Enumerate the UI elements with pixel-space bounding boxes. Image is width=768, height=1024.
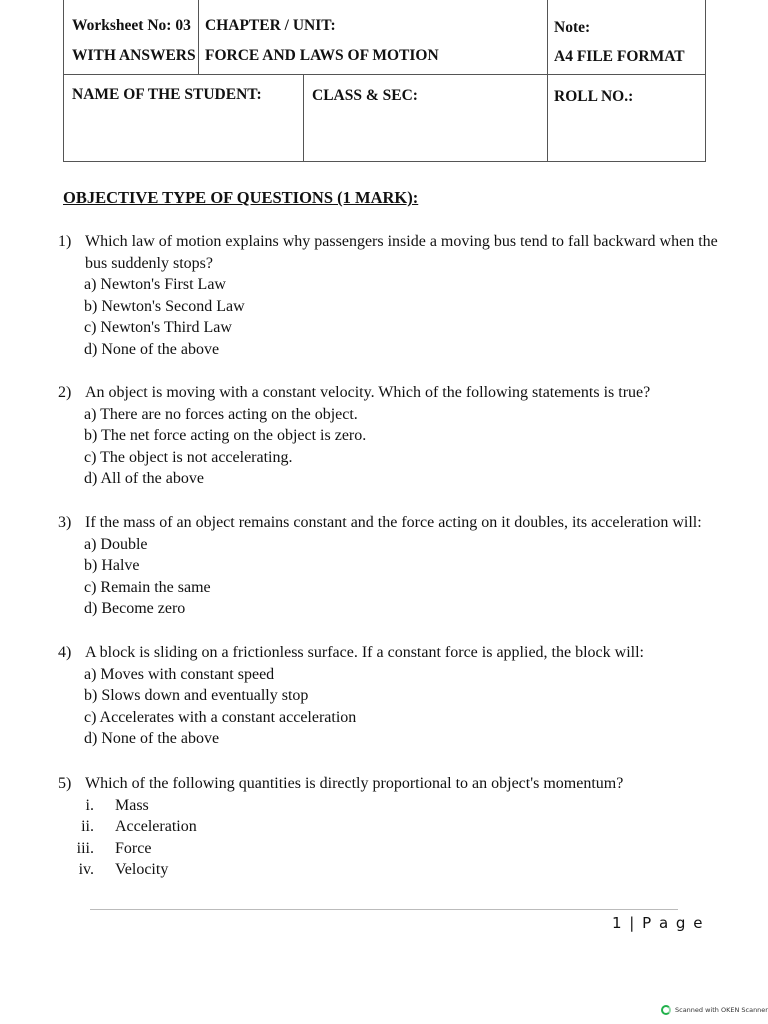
note-value: A4 FILE FORMAT <box>554 48 685 65</box>
chapter-label: CHAPTER / UNIT: <box>205 17 336 34</box>
question-text: bus suddenly stops? <box>85 254 213 272</box>
option-text: Velocity <box>115 861 169 878</box>
question-2 <box>58 382 698 490</box>
option-a: a) Moves with constant speed <box>84 665 275 683</box>
option-c: c) The object is not accelerating. <box>84 448 293 466</box>
chapter-value: FORCE AND LAWS OF MOTION <box>205 47 439 64</box>
option-number: ii. <box>81 818 94 835</box>
question-4 <box>58 642 698 750</box>
question-text: If the mass of an object remains constant and the force acting on it doubles, its acceleration will: <box>85 514 702 531</box>
option-b: b) Halve <box>84 557 140 574</box>
option-d: d) None of the above <box>84 730 220 747</box>
header-divider <box>198 0 199 74</box>
question-number: 1) <box>58 233 72 250</box>
question-text: An object is moving with a constant velocity. Which of the following statements is true? <box>85 384 651 401</box>
scanner-text: Scanned with OKEN Scanner <box>675 1006 768 1014</box>
option-d: d) None of the above <box>84 340 220 358</box>
option-c: c) Newton's Third Law <box>84 319 232 336</box>
roll-number-label: ROLL NO.: <box>554 88 634 105</box>
with-answers-label: WITH ANSWERS <box>72 47 196 64</box>
option-b: b) Slows down and eventually stop <box>84 687 309 704</box>
header-divider <box>64 74 705 75</box>
option-number: iii. <box>76 839 94 857</box>
header-divider <box>547 0 548 162</box>
question-number: 5) <box>58 775 72 792</box>
note-label: Note: <box>554 19 591 36</box>
student-name-label: NAME OF THE STUDENT: <box>72 86 262 103</box>
option-text: Acceleration <box>115 818 197 835</box>
scanner-watermark <box>661 1003 768 1017</box>
section-title: OBJECTIVE TYPE OF QUESTIONS (1 MARK): <box>63 188 419 207</box>
question-text: A block is sliding on a frictionless surface. If a constant force is applied, the block will: <box>85 644 644 661</box>
option-a: a) There are no forces acting on the object. <box>84 405 358 423</box>
option-number: iv. <box>78 861 94 878</box>
page-number: 1 | P a g e <box>612 914 704 932</box>
question-1 <box>58 231 718 360</box>
header-divider <box>303 74 304 162</box>
option-d: d) All of the above <box>84 470 204 487</box>
footer-divider <box>90 909 678 910</box>
option-number: i. <box>85 796 94 814</box>
class-section-label: CLASS & SEC: <box>312 87 418 104</box>
scanner-logo-icon <box>661 1005 671 1015</box>
question-number: 3) <box>58 514 72 531</box>
option-b: b) The net force acting on the object is zero. <box>84 427 367 444</box>
option-a: a) Newton's First Law <box>84 276 226 293</box>
question-text: Which of the following quantities is directly proportional to an object's momentum? <box>85 775 624 792</box>
question-5 <box>58 773 698 881</box>
option-text: Force <box>115 839 152 857</box>
option-text: Mass <box>115 796 149 814</box>
option-c: c) Accelerates with a constant acceleration <box>84 708 357 726</box>
question-text: Which law of motion explains why passengers inside a moving bus tend to fall backward when the <box>85 233 718 250</box>
option-a: a) Double <box>84 535 148 553</box>
header-table <box>63 0 706 162</box>
question-3 <box>58 512 702 620</box>
question-number: 2) <box>58 384 72 401</box>
option-d: d) Become zero <box>84 600 186 617</box>
option-b: b) Newton's Second Law <box>84 297 245 315</box>
worksheet-number: Worksheet No: 03 <box>72 17 191 34</box>
option-c: c) Remain the same <box>84 578 211 596</box>
question-number: 4) <box>58 644 72 661</box>
